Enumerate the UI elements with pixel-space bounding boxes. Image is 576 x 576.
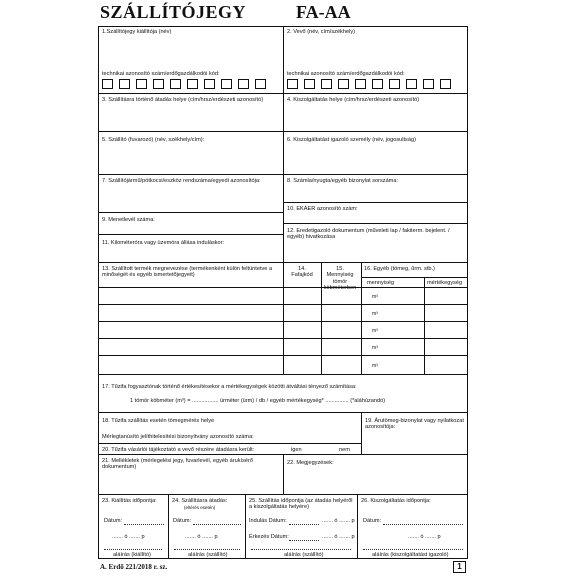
field-24-time[interactable]: ....... ó ....... p	[185, 534, 218, 540]
field-25-label: 25. Szállítás időpontja (az átadás helyéről a kiszolgáltatás helyére)	[249, 498, 353, 511]
field-23-label: 23. Kiállítás időpontja:	[102, 498, 157, 504]
field-24-date[interactable]: Dátum:	[173, 518, 192, 524]
unit-m3: m³	[372, 294, 378, 300]
unit-m3: m³	[372, 345, 378, 351]
field-3-label: 3. Szállításra történő átadás helye (cím/hrsz/erdészeti azonosító)	[102, 97, 264, 103]
field-18-sublabel: Mérlegtanúsító jelíthitelesítési bizonyítvány azonosító száma:	[102, 434, 254, 440]
column-divider	[283, 26, 284, 262]
field-23-signature: aláírás (kiállító)	[113, 552, 151, 558]
field-20-no[interactable]: nem	[339, 447, 350, 453]
field-6-label: 6. Kiszolgáltatást igazoló személy (név, jogosultság)	[287, 137, 416, 143]
form-code: FA-AA	[296, 2, 351, 22]
field-1-label: 1.Szállítójegy kiállítója (név)	[102, 29, 172, 35]
field-18-label: 18. Tűzifa szállítás esetén tömegmérés helye	[102, 418, 215, 424]
field-10-label: 10. EKÁER azonosító szám:	[287, 206, 358, 212]
unit-m3: m³	[372, 363, 378, 369]
field-20-yes[interactable]: igen	[291, 447, 302, 453]
field-26-time[interactable]: ....... ó ....... p	[408, 534, 441, 540]
field-22-label: 22. Megjegyzések:	[287, 460, 334, 466]
field-16-unit: mértékegység	[427, 280, 463, 286]
field-26-signature: aláírás (kiszolgáltatást igazoló)	[372, 552, 449, 558]
field-24-signature: aláírás (szállító)	[188, 552, 228, 558]
field-12-label: 12. Eredetigazoló dokumentum (műveleti lap / fakiterm. bejelent. / egyéb) hivatkozása	[287, 228, 450, 241]
field-25-departure-date[interactable]: Indulás Dátum:	[249, 518, 287, 524]
field-23-time[interactable]: ....... ó ....... p	[112, 534, 145, 540]
field-5-label: 5. Szállító (fuvarozó) (név, székhely/cím):	[102, 137, 205, 143]
field-17-label: 17. Tűzifa fogyasztónak történő értékesítésekor a mértékegységek közötti átváltási tényező számítása:	[102, 384, 357, 390]
field-16-label: 16. Egyéb (tömeg, űrm. stb.)	[364, 266, 435, 272]
field-19-label: 19. Árutömeg-bizonylat vagy nyilatkozat azonosítója:	[365, 418, 464, 431]
field-17-formula[interactable]: 1 tömör köbméter (m³) = ................. ürméter (ürm) / db / egyéb mértékegység* ............... (*aláhúzandó)	[130, 398, 386, 404]
field-2-sublabel: technikai azonosító szám/erdőgazdálkodói kód:	[287, 71, 405, 77]
field-25-signature: aláírás (szállító)	[284, 552, 324, 558]
field-2-label: 2. Vevő (név, cím/székhely)	[287, 29, 355, 35]
field-25-arrival-time[interactable]: ....... ó ....... p	[322, 534, 355, 540]
field-21-label: 21. Mellékletek (mérlegelési jegy, fuvarlevél, egyéb árukísérő dokumentum)	[102, 458, 253, 471]
field-1-sublabel: technikai azonosító szám/erdőgazdálkodói kód:	[102, 71, 220, 77]
unit-m3: m³	[372, 311, 378, 317]
field-24-sublabel: (eltérés esetén)	[184, 505, 216, 510]
field-7-label: 7. Szállítójármű/pótkocsi/eszköz rendszáma/egyedi azonosítója:	[102, 178, 261, 184]
field-25-arrival-date[interactable]: Érkezés Dátum:	[249, 534, 289, 540]
field-23-date[interactable]: Dátum:	[104, 518, 123, 524]
field-25-departure-time[interactable]: ....... ó ....... p	[322, 518, 355, 524]
field-13-label: 13. Szállított termék megnevezése (termékenként külön feltüntetve a minőségét és egyéb ismertetőjegyeit)	[102, 266, 273, 279]
legal-reference: A. Erdő 221/2018 r. sz.	[100, 563, 168, 571]
field-9-label: 9. Menetlevél száma:	[102, 217, 155, 223]
field-14-label: 14. Fafajkód	[291, 266, 313, 279]
field-15-label: 15. Mennyiség tömör köbméterben	[323, 266, 357, 292]
field-8-label: 8. Számla/nyugta/egyéb bizonylat sorszáma:	[287, 178, 399, 184]
field-11-label: 11. Kilométeróra vagy üzemóra állása induláskor:	[102, 240, 225, 246]
field-24-label: 24. Szállításra átadás:	[172, 498, 228, 504]
form-title: SZÁLLÍTÓJEGY	[100, 2, 247, 22]
field-26-label: 26. Kiszolgáltatás időpontja:	[361, 498, 431, 504]
field-16-quantity: mennyiség	[367, 280, 395, 286]
page-number: 1	[453, 561, 466, 573]
field-4-label: 4. Kiszolgáltatás helye (cím/hrsz/erdészeti azonosító)	[287, 97, 420, 103]
field-26-date[interactable]: Dátum:	[363, 518, 382, 524]
unit-m3: m³	[372, 328, 378, 334]
field-20-label: 20. Tűzifa vásárlói tájékoztató a vevő részére átadásra került:	[102, 447, 255, 453]
